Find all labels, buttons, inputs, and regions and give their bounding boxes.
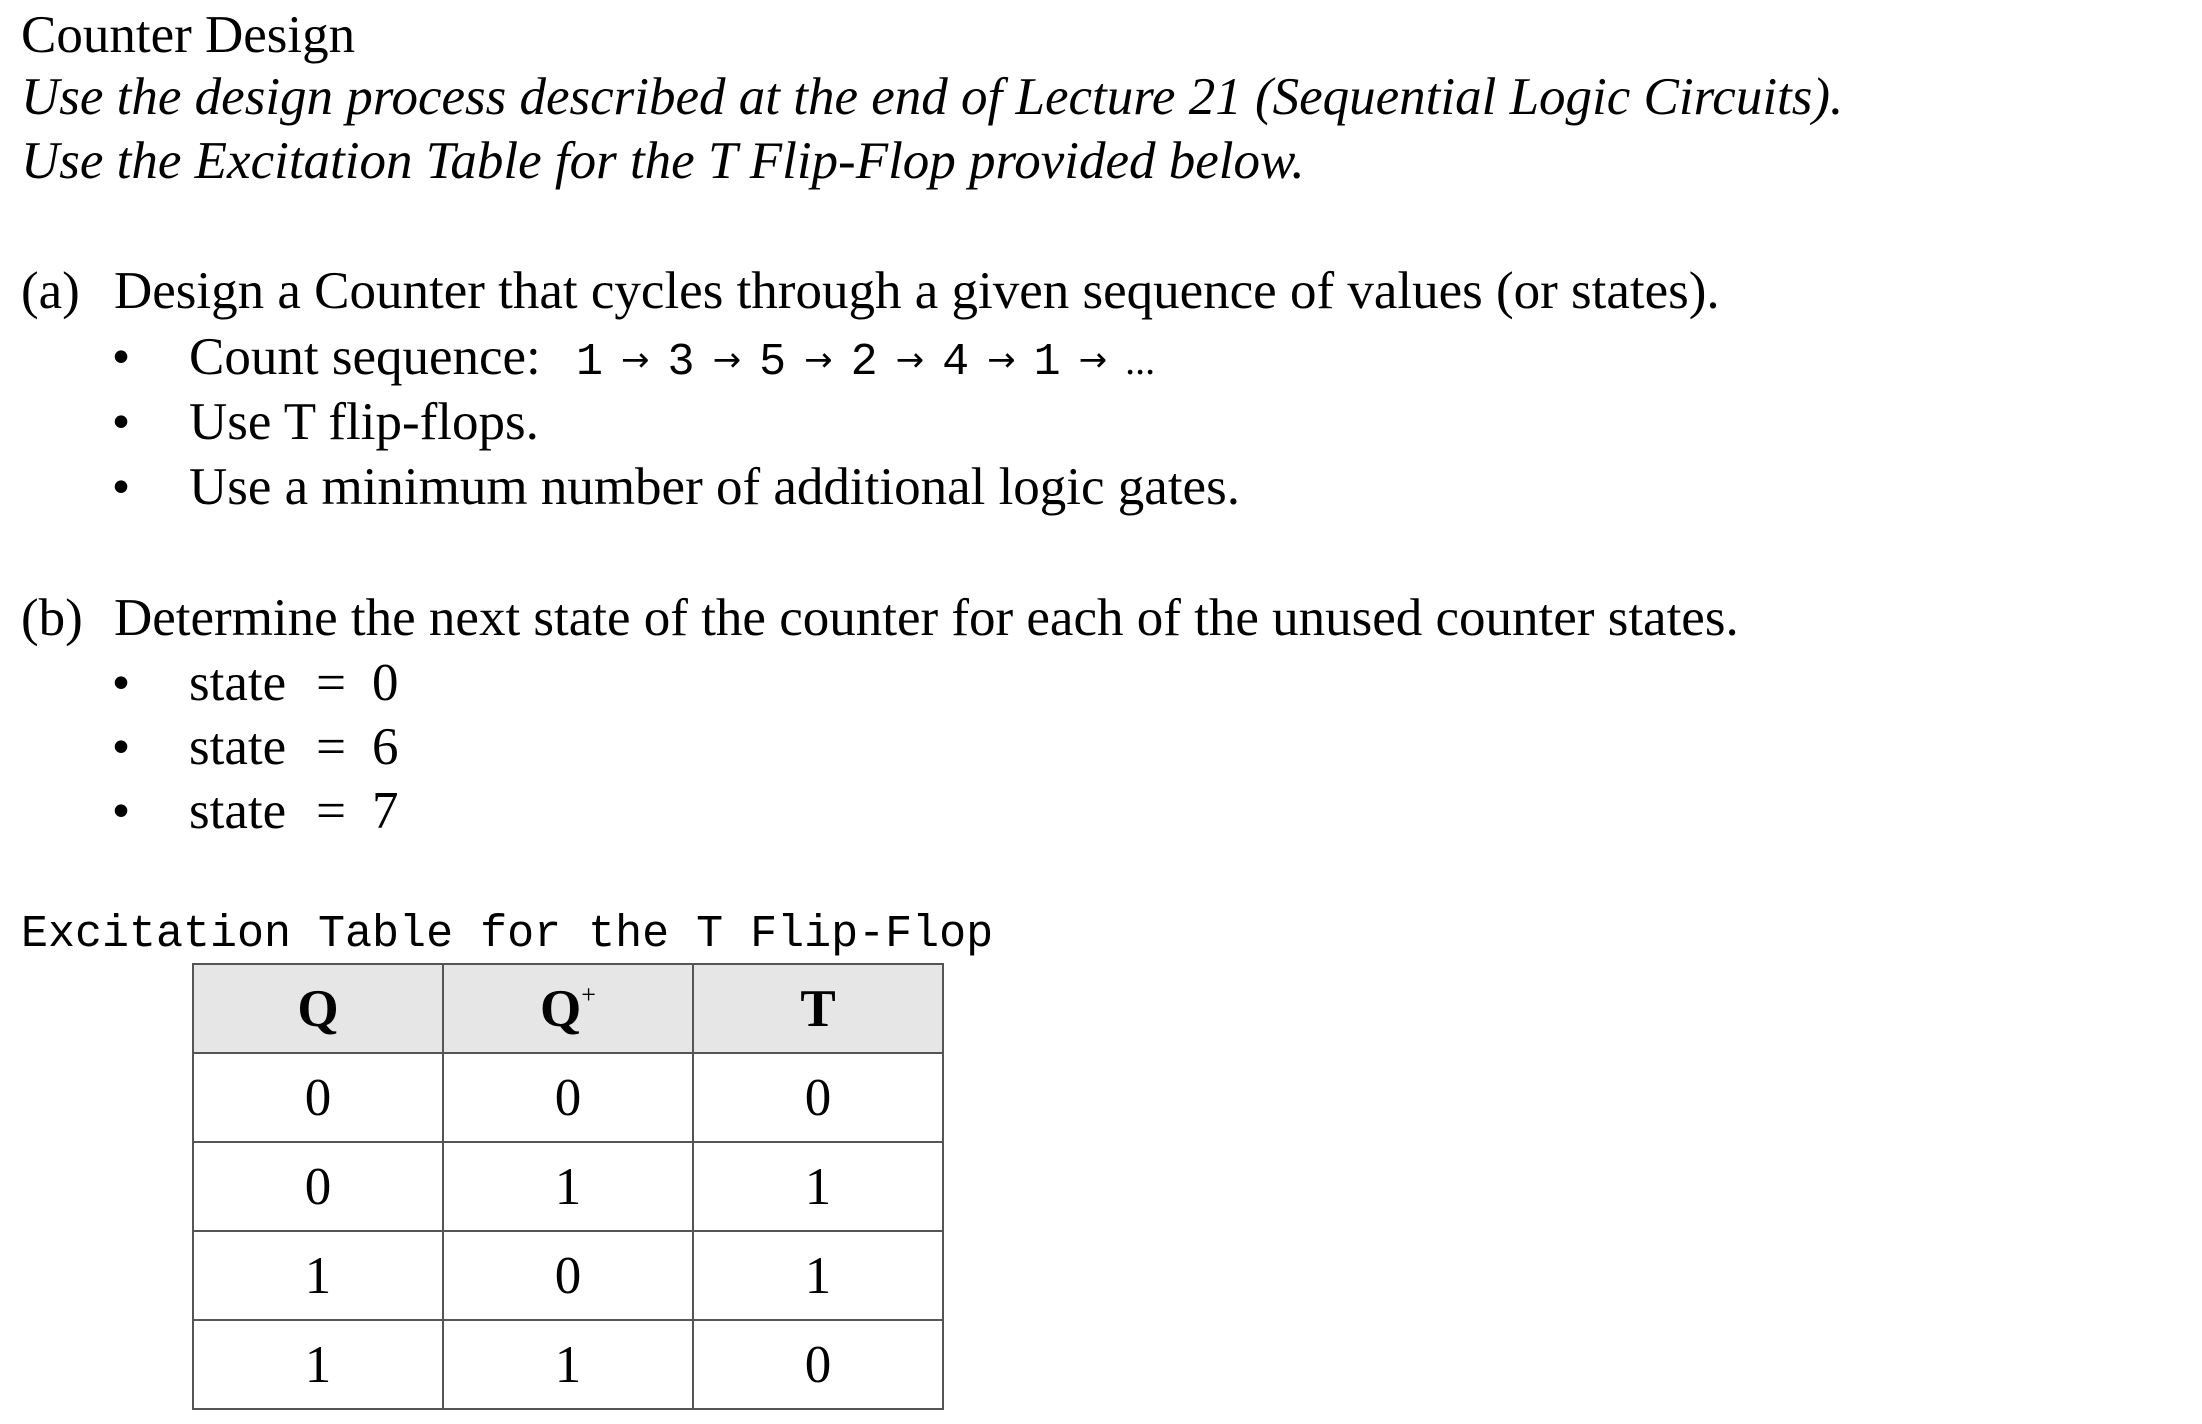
state-label: state xyxy=(189,782,287,840)
bullet-icon: • xyxy=(111,328,131,386)
table-row xyxy=(193,1231,943,1320)
part-a-heading xyxy=(21,260,1720,322)
count-sequence-value: 5 xyxy=(759,337,787,388)
bullet-text: Use a minimum number of additional logic gates. xyxy=(189,458,1240,516)
unused-state-line xyxy=(189,716,399,778)
count-sequence-line xyxy=(189,326,1155,394)
table-cell: 1 xyxy=(693,1142,943,1231)
state-value: 0 xyxy=(372,654,399,712)
table-cell: 0 xyxy=(693,1053,943,1142)
equals-sign: = xyxy=(316,654,347,712)
count-sequence-value: 1 xyxy=(576,337,604,388)
arrow-icon: → xyxy=(712,340,742,380)
part-a-heading-text: Design a Counter that cycles through a given sequence of values (or states). xyxy=(114,262,1720,320)
count-sequence-value: 4 xyxy=(942,337,970,388)
count-sequence-value: 2 xyxy=(850,337,878,388)
table-cell: 0 xyxy=(693,1320,943,1409)
document-title: Counter Design xyxy=(21,6,356,64)
table-header-row xyxy=(193,964,943,1053)
table-cell: 0 xyxy=(193,1053,443,1142)
bullet-icon: • xyxy=(111,718,131,776)
ellipsis: ... xyxy=(1125,338,1156,383)
count-sequence-label: Count sequence: xyxy=(189,328,541,386)
state-label: state xyxy=(189,654,287,712)
table-cell: 1 xyxy=(693,1231,943,1320)
arrow-icon: → xyxy=(1078,340,1108,380)
equals-sign: = xyxy=(316,782,347,840)
table-cell: 0 xyxy=(193,1142,443,1231)
arrow-icon: → xyxy=(621,340,650,380)
table-row xyxy=(193,1142,943,1231)
count-sequence-value: 1 xyxy=(1033,337,1061,388)
part-b-heading xyxy=(21,587,1739,649)
table-cell: 1 xyxy=(443,1320,693,1409)
table-row xyxy=(193,1320,943,1409)
excitation-table xyxy=(192,963,944,1410)
table-cell: 1 xyxy=(193,1320,443,1409)
arrow-icon: → xyxy=(987,340,1016,380)
equals-sign: = xyxy=(316,718,347,776)
bullet-text: Use T flip-flops. xyxy=(189,393,539,451)
unused-state-line xyxy=(189,780,399,842)
intro-line-1: Use the design process described at the end of Lecture 21 (Sequential Logic Circuits). xyxy=(21,68,1844,126)
state-label: state xyxy=(189,718,287,776)
count-sequence-value: 3 xyxy=(667,337,695,388)
column-header-t: T xyxy=(693,964,943,1053)
table-cell: 0 xyxy=(443,1231,693,1320)
part-b-label: (b) xyxy=(21,589,83,647)
table-cell: 1 xyxy=(443,1142,693,1231)
part-b-heading-text: Determine the next state of the counter for each of the unused counter states. xyxy=(114,589,1739,647)
column-header-q: Q xyxy=(193,964,443,1053)
bullet-icon: • xyxy=(111,654,131,712)
column-header-q-next xyxy=(443,964,693,1053)
bullet-icon: • xyxy=(111,782,131,840)
bullet-icon: • xyxy=(111,393,131,451)
column-header-q-next-label: Q xyxy=(540,979,582,1038)
superscript-plus: + xyxy=(581,979,596,1009)
unused-state-line xyxy=(189,652,399,714)
arrow-icon: → xyxy=(804,340,833,380)
table-cell: 1 xyxy=(193,1231,443,1320)
intro-line-2: Use the Excitation Table for the T Flip-Flop provided below. xyxy=(21,132,1305,190)
state-value: 6 xyxy=(372,718,399,776)
arrow-icon: → xyxy=(895,340,925,380)
table-row xyxy=(193,1053,943,1142)
part-a-label: (a) xyxy=(21,262,80,320)
table-caption: Excitation Table for the T Flip-Flop xyxy=(21,909,994,960)
table-cell: 0 xyxy=(443,1053,693,1142)
state-value: 7 xyxy=(372,782,399,840)
bullet-icon: • xyxy=(111,458,131,516)
